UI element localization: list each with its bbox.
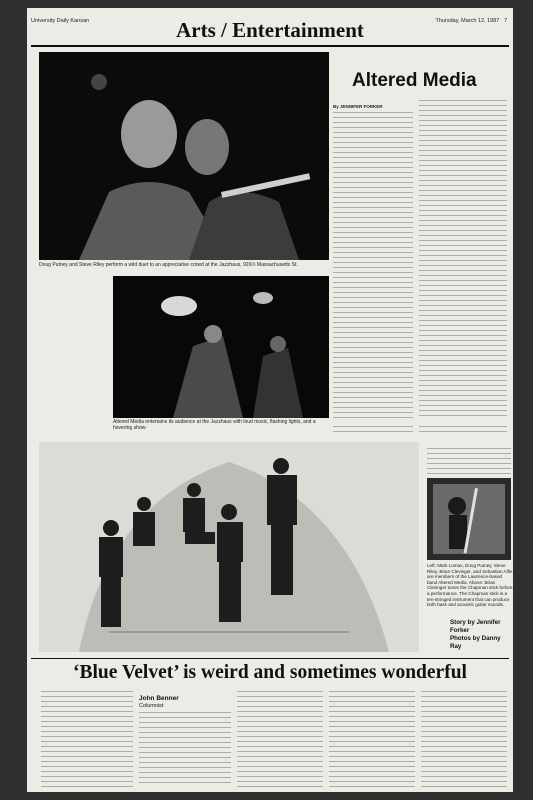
band-group-photo xyxy=(39,442,419,652)
altered-media-column-2b xyxy=(419,426,507,436)
photo-credit: Photos by Danny Ray xyxy=(450,635,501,650)
blue-velvet-column-5 xyxy=(421,691,507,787)
story-credits xyxy=(450,619,512,651)
section-rule xyxy=(31,45,509,47)
page-number: 7 xyxy=(503,18,507,24)
blue-velvet-byline xyxy=(139,695,234,709)
altered-media-column-2 xyxy=(419,100,507,420)
concert-photo-caption: Altered Media entertains its audience at the Jazzhaus with loud music, flashing lights, and a hovering show- xyxy=(113,419,316,431)
blue-velvet-column-4 xyxy=(329,691,415,787)
chapman-stick-photo xyxy=(427,478,511,560)
story-credit: Story by Jennifer Forker xyxy=(450,619,501,634)
newspaper-page xyxy=(27,8,513,792)
blue-velvet-column-3 xyxy=(237,691,323,787)
concert-photo xyxy=(113,276,329,418)
altered-media-headline: Altered Media xyxy=(352,70,477,91)
group-photo-caption: Left: Mark Lomax, Doug Putney, Steve Riley, Brian Clevinger, and Sebastian Alfie are members of the Lawrence-based band Altered Media. Above: Brian Clevinger tunes the Chapman stick before a performance. The Chapman stick is a ten-stringed instrument that can produce both bass and acoustic guitar sounds. xyxy=(427,563,513,608)
paper-name: University Daily Kansan xyxy=(31,18,90,24)
section-title: Arts / Entertainment xyxy=(176,18,364,42)
sidebar-text xyxy=(427,448,511,474)
altered-media-column-1 xyxy=(333,112,413,420)
blue-velvet-headline: ‘Blue Velvet’ is weird and sometimes wonderful xyxy=(73,662,467,683)
author-title: Columnist xyxy=(139,703,164,709)
altered-media-column-1b xyxy=(333,426,413,436)
author-name: John Benner xyxy=(139,695,179,702)
blue-velvet-column-1 xyxy=(41,691,133,787)
altered-media-byline: By JENNIFER FORKER xyxy=(333,104,383,109)
issue-date: Thursday, March 12, 1987 xyxy=(435,18,500,24)
duet-photo xyxy=(39,52,329,260)
section-divider xyxy=(31,658,509,659)
duet-photo-caption: Doug Putney and Steve Riley perform a wild duet to an appreciative crowd at the Jazzhaus, 926½ Massachusetts St. xyxy=(39,262,298,268)
blue-velvet-column-2 xyxy=(139,712,231,787)
